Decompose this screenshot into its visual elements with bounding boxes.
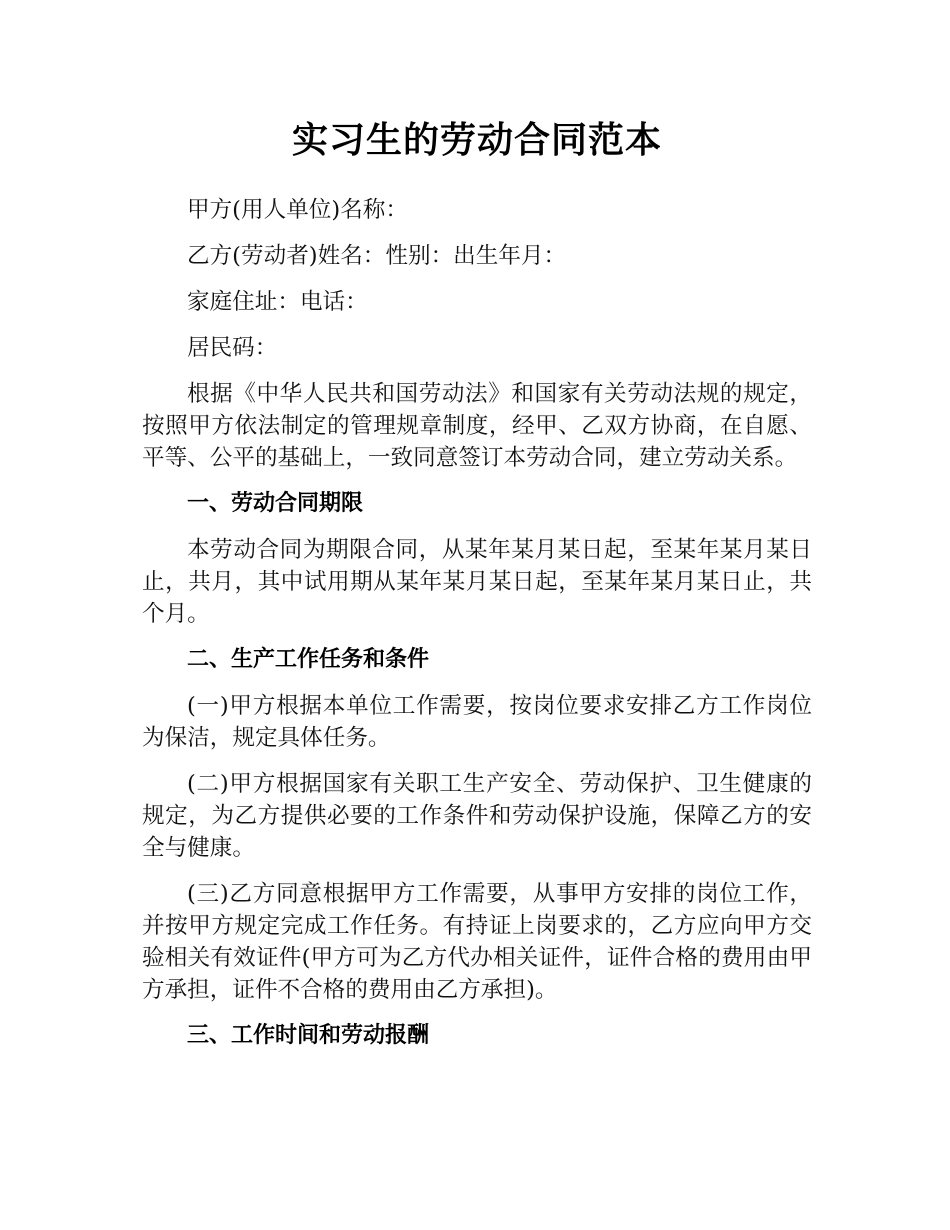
- field-party-b: 乙方(劳动者)姓名：性别：出生年月：: [187, 243, 567, 269]
- field-party-a: 甲方(用人单位)名称：: [187, 197, 408, 223]
- section-heading-tasks: 二、生产工作任务和条件: [187, 647, 430, 672]
- section-term-paragraph: 本劳动合同为期限合同，从某年某月某日起，至某年某月某日止，共月，其中试用期从某年某月某日起，至某年某月某日止，共个月。: [142, 537, 812, 627]
- field-id-code: 居民码：: [187, 335, 278, 361]
- field-address: 家庭住址：电话：: [187, 289, 368, 315]
- document-body: [142, 118, 812, 1066]
- section-heading-hours-pay: 三、工作时间和劳动报酬: [187, 1023, 430, 1048]
- section-tasks-paragraph-1: (一)甲方根据本单位工作需要，按岗位要求安排乙方工作岗位为保洁，规定具体任务。: [142, 693, 812, 751]
- preamble-paragraph: 根据《中华人民共和国劳动法》和国家有关劳动法规的规定，按照甲方依法制定的管理规章制度，经甲、乙双方协商，在自愿、平等、公平的基础上，一致同意签订本劳动合同，建立劳动关系。: [142, 381, 812, 471]
- section-tasks-paragraph-3: (三)乙方同意根据甲方工作需要，从事甲方安排的岗位工作，并按甲方规定完成工作任务。有持证上岗要求的，乙方应向甲方交验相关有效证件(甲方可为乙方代办相关证件，证件合格的费用由甲方承担，证件不合格的费用由乙方承担)。: [142, 881, 812, 1003]
- document-title: 实习生的劳动合同范本: [291, 120, 662, 161]
- section-heading-term: 一、劳动合同期限: [187, 491, 364, 516]
- section-tasks-paragraph-2: (二)甲方根据国家有关职工生产安全、劳动保护、卫生健康的规定，为乙方提供必要的工作条件和劳动保护设施，保障乙方的安全与健康。: [142, 771, 812, 861]
